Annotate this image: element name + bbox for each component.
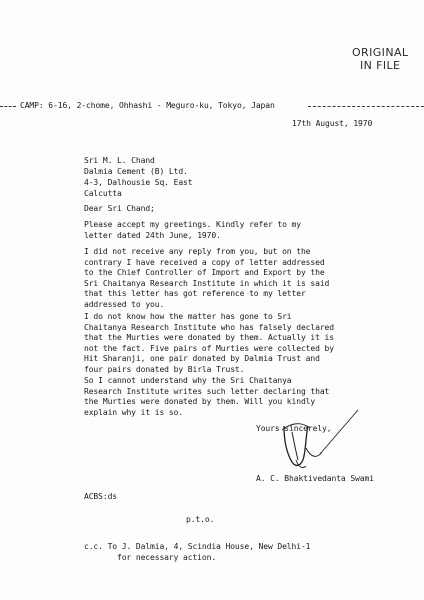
closing: Yours sincerely, — [256, 424, 332, 433]
paragraph-line: I do not know how the matter has gone to Sri — [84, 312, 292, 321]
paragraph-2 — [84, 247, 329, 310]
paragraph-line: not the fact. Five pairs of Murties were collected by — [84, 343, 334, 353]
paragraph-1 — [84, 220, 301, 241]
paragraph-line: contrary I have received a copy of letter addressed — [84, 257, 325, 267]
signatory-name: A. C. Bhaktivedanta Swami — [256, 474, 374, 483]
paragraph-line: letter dated 24th June, 1970. — [84, 230, 221, 240]
camp-rule-right — [308, 106, 424, 107]
paragraph-line: addressed to you. — [84, 299, 165, 309]
recipient-company: Dalmia Cement (B) Ltd. — [84, 167, 188, 176]
paragraph-line: Chaitanya Research Institute who has falsely declared — [84, 322, 334, 332]
recipient-name: Sri M. L. Chand — [84, 156, 155, 165]
paragraph-line: to the Chief Controller of Import and Export by the — [84, 268, 325, 277]
paragraph-line: Please accept my greetings. Kindly refer to my — [84, 220, 301, 229]
stamp-line-2: IN FILE — [359, 59, 401, 72]
cc-line-2: for necessary action. — [117, 553, 217, 562]
cc-line-1: c.c. To J. Dalmia, 4, Scindia House, New Delhi-1 — [84, 542, 311, 551]
paragraph-line: that the Murties were donated by them. Actually it is — [84, 333, 334, 342]
paragraph-line: four pairs donated by Birla Trust. — [84, 364, 245, 374]
recipient-address — [84, 155, 192, 199]
original-in-file-stamp — [352, 46, 408, 72]
handwritten-signature — [262, 408, 362, 478]
stamp-line-1: ORIGINAL — [352, 46, 409, 59]
paragraph-line: the Murties were donated by them. Will you kindly — [84, 397, 316, 406]
paragraph-line: Hit Sharanji, one pair donated by Dalmia Trust and — [84, 354, 320, 363]
letter-date: 17th August, 1970 — [292, 119, 373, 128]
camp-rule-left — [0, 106, 16, 107]
paragraph-line: So I cannot understand why the Sri Chaitanya — [84, 376, 292, 385]
camp-address-line: CAMP: 6-16, 2-chome, Ohhashi - Meguro-ku, Tokyo, Japan — [20, 101, 275, 110]
typist-initials: ACBS:ds — [84, 492, 118, 501]
paragraph-line: that this letter has got reference to my letter — [84, 289, 306, 298]
paragraph-line: explain why it is so. — [84, 407, 184, 417]
salutation: Dear Sri Chand; — [84, 204, 155, 213]
please-turn-over: p.t.o. — [186, 515, 215, 524]
recipient-street: 4-3, Dalhousie Sq. East — [84, 178, 193, 187]
recipient-city: Calcutta — [84, 189, 122, 198]
paragraph-line: Sri Chaitanya Research Institute in which it is said — [84, 278, 330, 288]
paragraph-3 — [84, 312, 334, 375]
paragraph-line: Research Institute writes such letter declaring that — [84, 386, 330, 396]
paragraph-line: I did not receive any reply from you, but on the — [84, 247, 311, 256]
